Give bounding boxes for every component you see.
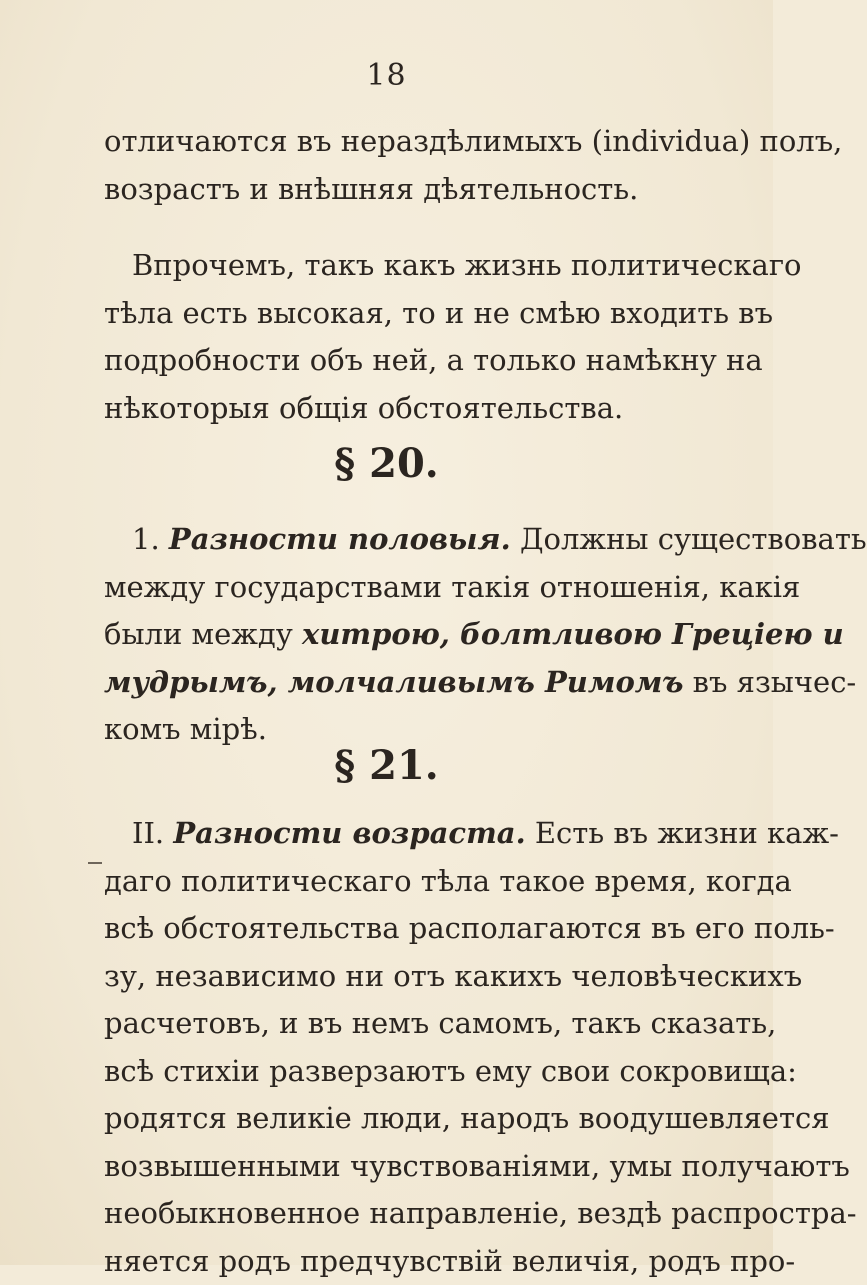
text-line: зу, независимо ни отъ какихъ человѣческихъ (104, 953, 732, 1001)
text-line: родятся великіе люди, народъ воодушевляется (104, 1095, 732, 1143)
item-number: II. (132, 816, 164, 850)
text-line: между государствами такія отношенія, какія (104, 564, 732, 612)
paragraph-vprochem (104, 242, 732, 432)
section-heading-21 (0, 742, 773, 789)
text-line (104, 611, 732, 659)
text-line: комъ мірѣ. (104, 706, 732, 754)
text-line: необыкновенное направленіе, вездѣ распростра- (104, 1190, 732, 1238)
text-line: расчетовъ, и въ немъ самомъ, такъ сказать, (104, 1000, 732, 1048)
italic-phrase: мудрымъ, молчаливымъ Римомъ (104, 665, 683, 699)
text-line: всѣ стихіи разверзаютъ ему свои сокровища: (104, 1048, 732, 1096)
text-line: няется родъ предчувствій величія, родъ про- (104, 1238, 732, 1285)
paragraph-continuation (104, 118, 732, 213)
text-line (104, 516, 732, 564)
text-line: даго политическаго тѣла такое время, когда (104, 858, 732, 906)
text-line (104, 659, 732, 707)
text-line: подробности объ ней, а только намѣкну на (104, 337, 732, 385)
text-line (104, 810, 732, 858)
text-line: возрастъ и внѣшняя дѣятельность. (104, 166, 732, 214)
margin-mark (88, 862, 102, 864)
section-sign: § (334, 440, 355, 487)
text-line: Впрочемъ, такъ какъ жизнь политическаго (104, 242, 732, 290)
section-sign: § (334, 742, 355, 789)
text-line: возвышенными чувствованіями, умы получаютъ (104, 1143, 732, 1191)
section-heading-20 (0, 440, 773, 487)
paragraph-age-differences (104, 810, 732, 1285)
section-number: 21. (369, 742, 439, 789)
text-line: всѣ обстоятельства располагаются въ его поль- (104, 905, 732, 953)
italic-heading: Разности половыя. (169, 522, 511, 556)
section-number: 20. (369, 440, 439, 487)
item-number: 1. (132, 522, 160, 556)
italic-phrase: хитрою, болтливою Греціею и (302, 617, 844, 651)
page-number: 18 (0, 58, 773, 93)
text-fragment: въ язычес- (693, 665, 857, 699)
text-line: нѣкоторыя общія обстоятельства. (104, 385, 732, 433)
text-fragment: Должны существовать (520, 522, 867, 556)
text-line: тѣла есть высокая, то и не смѣю входить въ (104, 290, 732, 338)
paragraph-sex-differences (104, 516, 732, 754)
text-fragment: были между (104, 617, 293, 651)
text-line: отличаются въ нераздѣлимыхъ (individua) полъ, (104, 118, 732, 166)
italic-heading: Разности возраста. (173, 816, 525, 850)
text-fragment: Есть въ жизни каж- (535, 816, 839, 850)
